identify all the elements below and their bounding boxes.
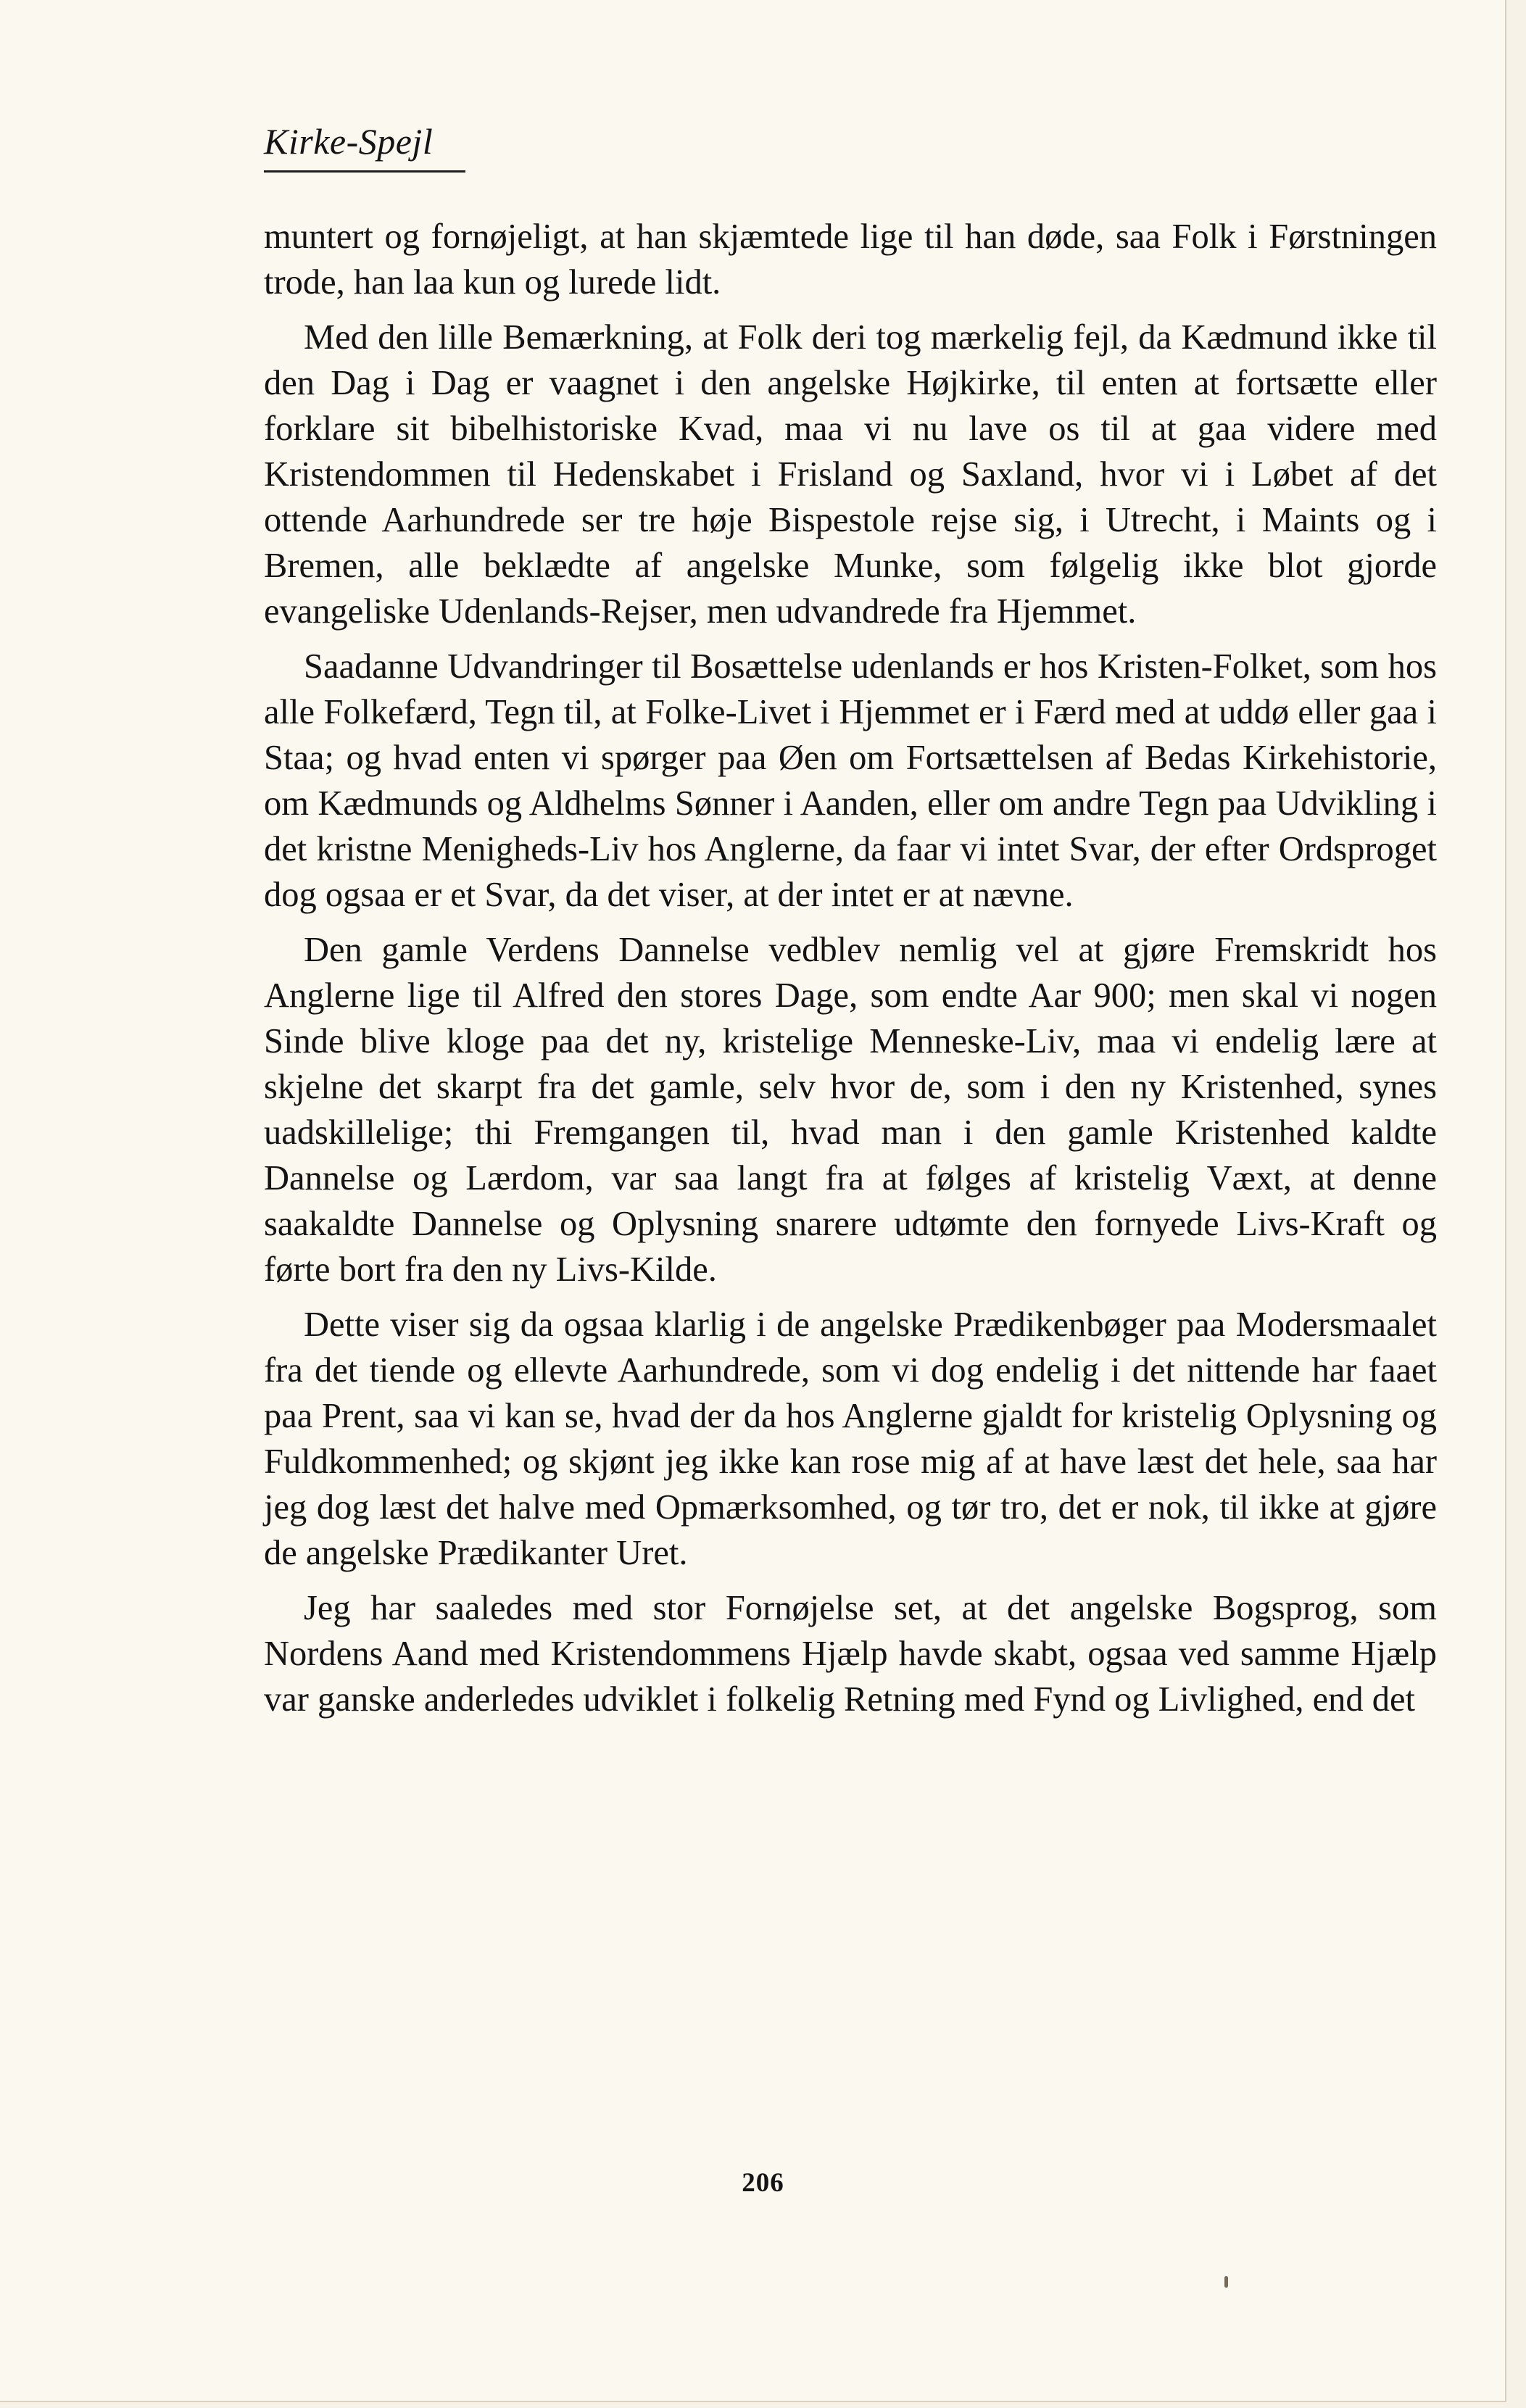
paragraph-2: Med den lille Bemærkning, at Folk deri tog mærkelig fejl, da Kædmund ikke til den Dag i Dag er vaagnet i den angelske Højkirke, til enten at fortsætte eller forklare sit bibelhistoriske Kvad, maa vi nu lave os til at gaa videre med Kristendommen til Hedenskabet i Frisland og Saxland, hvor vi i Løbet af det ottende Aarhundrede ser tre høje Bispestole rejse sig, i Utrecht, i Maints og i Bremen, alle beklædte af angelske Munke, som følgelig ikke blot gjorde evangeliske Udenlands-Rejser, men udvandrede fra Hjemmet. <box>264 318 1437 631</box>
header-rule <box>264 170 465 173</box>
body-text <box>264 214 1437 1722</box>
paragraph-6: Jeg har saaledes med stor Fornøjelse set, at det angelske Bogsprog, som Nordens Aand med Kristendommens Hjælp havde skabt, ogsaa ved samme Hjælp var ganske anderledes udviklet i folkelig Retning med Fynd og Livlighed, end det <box>264 1589 1437 1719</box>
ink-speck <box>1224 2276 1228 2288</box>
paragraph-4: Den gamle Verdens Dannelse vedblev nemlig vel at gjøre Fremskridt hos Anglerne lige til Alfred den stores Dage, som endte Aar 900; men skal vi nogen Sinde blive kloge paa det ny, kristelige Menneske-Liv, maa vi endelig lære at skjelne det skarpt fra det gamle, selv hvor de, som i den ny Kristenhed, synes uadskillelige; thi Fremgangen til, hvad man i den gamle Kristenhed kaldte Dannelse og Lærdom, var saa langt fra at følges af kristelig Væxt, at denne saakaldte Dannelse og Oplysning snarere udtømte den fornyede Livs-Kraft og førte bort fra den ny Livs-Kilde. <box>264 931 1437 1289</box>
paragraph-3: Saadanne Udvandringer til Bosættelse udenlands er hos Kristen-Folket, som hos alle Folkefærd, Tegn til, at Folke-Livet i Hjemmet er i Færd med at uddø eller gaa i Staa; og hvad enten vi spørger paa Øen om Fortsættelsen af Bedas Kirkehistorie, om Kædmunds og Aldhelms Sønner i Aanden, eller om andre Tegn paa Udvikling i det kristne Menigheds-Liv hos Anglerne, da faar vi intet Svar, der efter Ordsproget dog ogsaa er et Svar, da det viser, at der intet er at nævne. <box>264 647 1437 914</box>
running-header <box>264 120 467 163</box>
paragraph-5: Dette viser sig da ogsaa klarlig i de angelske Prædikenbøger paa Modersmaalet fra det tiende og ellevte Aarhundrede, som vi dog endelig i det nittende har faaet paa Prent, saa vi kan se, hvad der da hos Anglerne gjaldt for kristelig Oplysning og Fuldkommenhed; og skjønt jeg ikke kan rose mig af at have læst det hele, saa har jeg dog læst det halve med Opmærksomhed, og tør tro, det er nok, til ikke at gjøre de angelske Prædikanter Uret. <box>264 1305 1437 1572</box>
running-title: Kirke-Spejl <box>264 121 434 162</box>
page-number: 206 <box>742 2168 784 2198</box>
paragraph-1: muntert og fornøjeligt, at han skjæmtede lige til han døde, saa Folk i Førstningen trode, han laa kun og lurede lidt. <box>264 217 1437 302</box>
